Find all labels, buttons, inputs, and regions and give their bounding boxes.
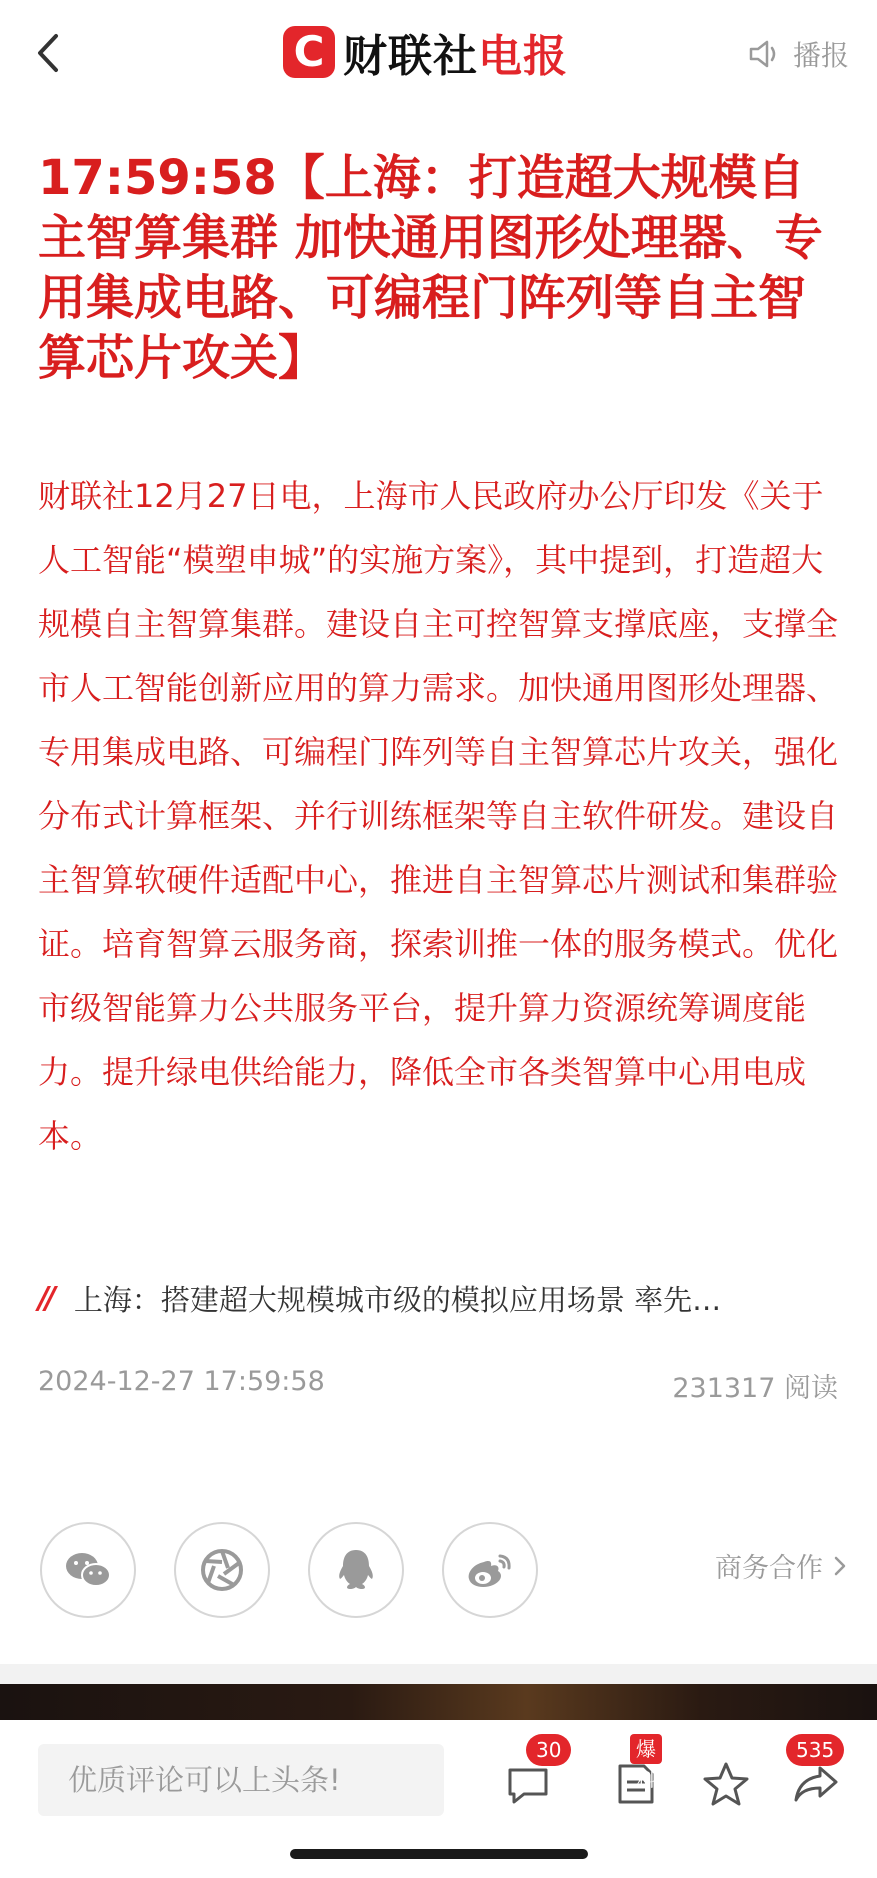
chevron-left-icon: [30, 28, 70, 78]
logo-badge: C: [283, 26, 335, 78]
share-moments-button[interactable]: [174, 1522, 270, 1618]
related-mark-icon: //: [38, 1281, 52, 1316]
related-article-text: 上海：搭建超大规模城市级的模拟应用场景 率先…: [73, 1283, 722, 1317]
qq-icon: [334, 1546, 378, 1594]
tip-off-button[interactable]: [610, 1737, 662, 1810]
comments-button[interactable]: [502, 1738, 562, 1810]
share-row: [40, 1522, 576, 1618]
speaker-icon: [747, 38, 783, 70]
section-divider: [0, 1664, 877, 1684]
app-logo: [283, 24, 568, 80]
top-bar: [0, 0, 877, 110]
share-weibo-button[interactable]: [442, 1522, 538, 1618]
logo-text: [343, 20, 568, 84]
share-qq-button[interactable]: [308, 1522, 404, 1618]
home-indicator[interactable]: [290, 1849, 588, 1859]
share-wechat-button[interactable]: [40, 1522, 136, 1618]
related-article-link[interactable]: [38, 1278, 848, 1319]
business-label: 商务合作: [715, 1553, 823, 1584]
logo-text-black: 财联社: [343, 31, 478, 82]
business-cooperation-link[interactable]: [715, 1546, 847, 1585]
publish-datetime: 2024-12-27 17:59:58: [38, 1366, 325, 1397]
share-button[interactable]: [790, 1738, 842, 1810]
broadcast-button[interactable]: [747, 34, 849, 74]
chevron-right-icon: [833, 1555, 847, 1577]
star-icon: [700, 1758, 752, 1810]
promo-banner[interactable]: [0, 1684, 877, 1720]
wechat-icon: [63, 1548, 113, 1592]
back-button[interactable]: [30, 28, 70, 78]
comment-input[interactable]: 优质评论可以上头条!: [38, 1744, 444, 1816]
article-body: 财联社12月27日电，上海市人民政府办公厅印发《关于人工智能“模塑申城”的实施方案》，其中提到，打造超大规模自主智算集群。建设自主可控智算支撑底座，支撑全市人工智能创新应用的算力需求。加快通用图形处理器、专用集成电路、可编程门阵列等自主智算芯片攻关，强化分布式计算框架、并行训练框架等自主软件研发。建设自主智算软硬件适配中心，推进自主智算芯片测试和集群验证。培育智算云服务商，探索训推一体的服务模式。优化市级智能算力公共服务平台，提升算力资源统筹调度能力。提升绿电供给能力，降低全市各类智算中心用电成本。: [38, 477, 839, 1155]
favorite-button[interactable]: [700, 1758, 752, 1810]
share-count-badge: 535: [786, 1734, 844, 1766]
article-meta: [38, 1366, 838, 1405]
article-headline: 17:59:58【上海：打造超大规模自主智算集群 加快通用图形处理器、专用集成电路、可编程门阵列等自主智算芯片攻关】: [38, 150, 823, 386]
logo-text-red: 电报: [478, 31, 568, 82]
tip-off-badge: 爆料: [630, 1734, 662, 1764]
weibo-icon: [464, 1548, 516, 1592]
read-count: 231317 阅读: [672, 1373, 838, 1404]
moments-icon: [198, 1546, 246, 1594]
bottom-action-bar: [0, 1720, 877, 1878]
broadcast-label: 播报: [792, 39, 849, 72]
comment-count-badge: 30: [526, 1734, 571, 1766]
